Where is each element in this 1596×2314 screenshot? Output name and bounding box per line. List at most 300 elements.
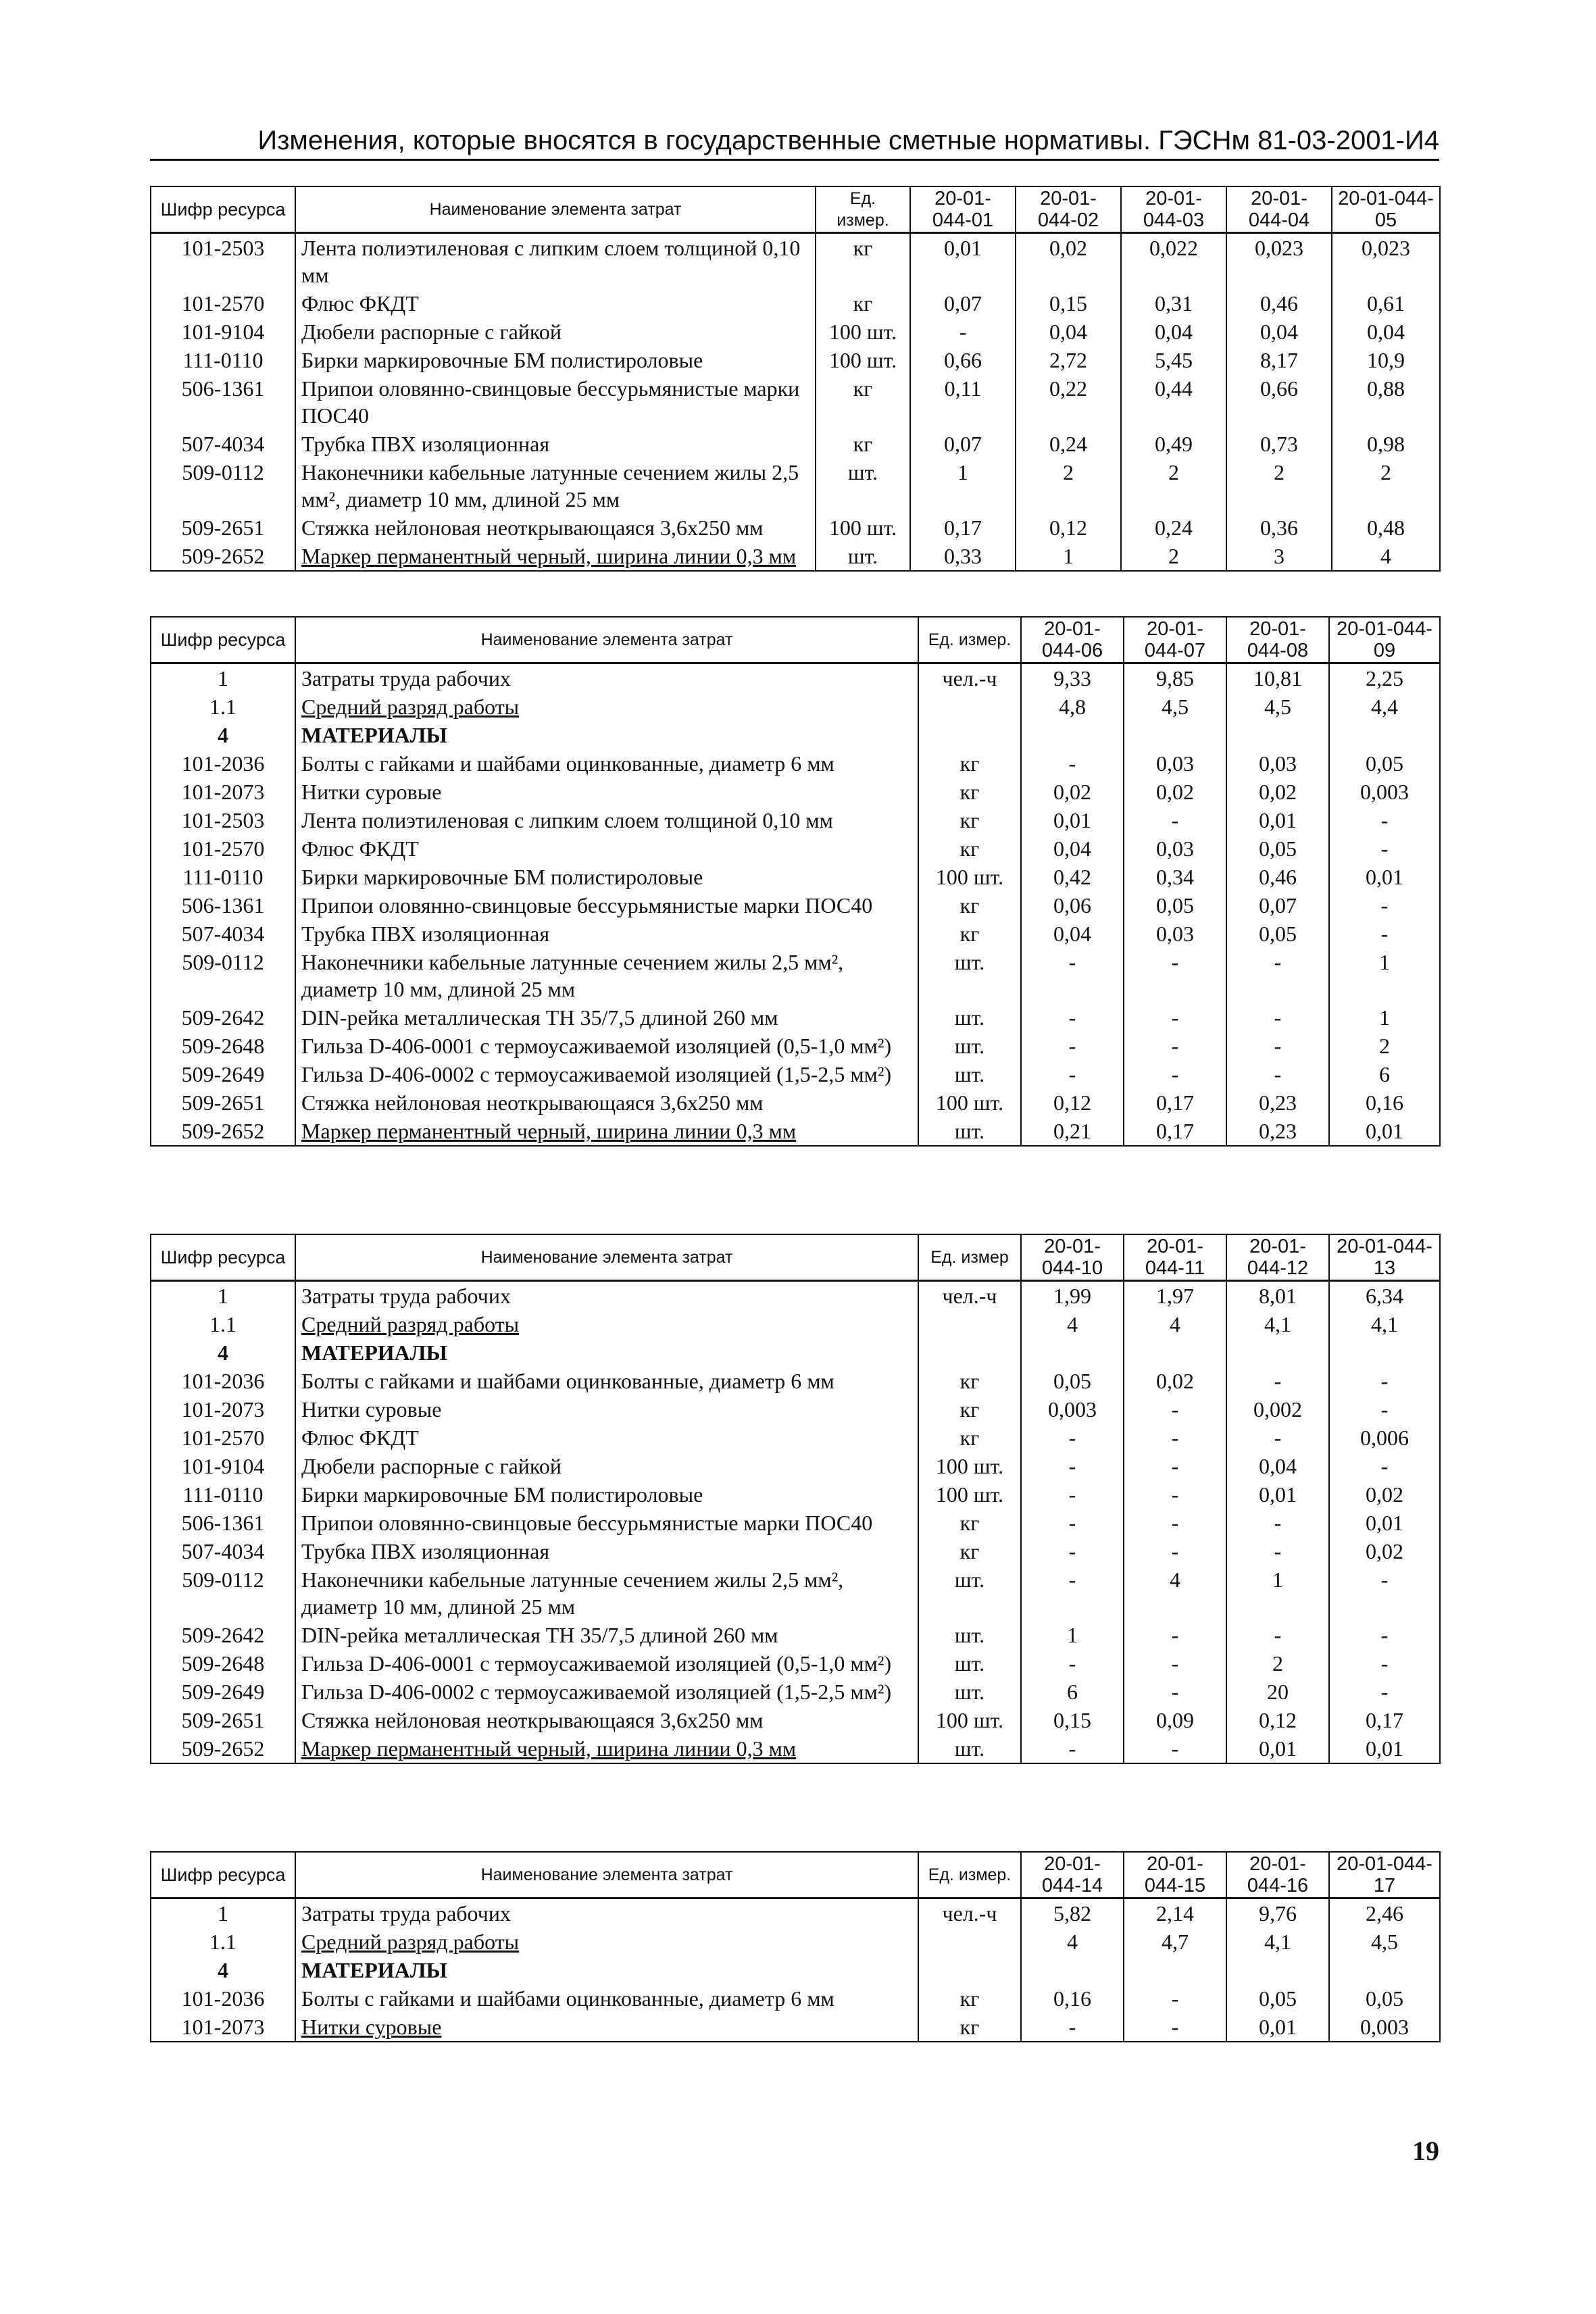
cell-name: Нитки суровые	[295, 778, 918, 806]
header-name: Наименование элемента затрат	[295, 617, 918, 663]
cell-name: Флюс ФКДТ	[295, 289, 816, 318]
cell-unit	[918, 1928, 1021, 1956]
cell-value: 10,9	[1332, 346, 1440, 374]
cell-name: Маркер перманентный черный, ширина линии 0,3 мм	[295, 1117, 918, 1146]
cell-name: Гильза D-406-0002 с термоусаживаемой изоляцией (1,5-2,5 мм²)	[295, 1060, 918, 1088]
cell-value: 20	[1226, 1678, 1329, 1706]
cell-value: 4,8	[1021, 693, 1124, 721]
cell-unit: шт.	[816, 458, 910, 513]
cell-value: 0,01	[1021, 806, 1124, 834]
header-norm-code: 20-01-044-14	[1021, 1852, 1124, 1898]
cell-value: -	[1124, 1509, 1226, 1537]
cell-value: -	[1226, 1032, 1329, 1060]
table-row	[151, 374, 1440, 430]
cell-name: Гильза D-406-0002 с термоусаживаемой изоляцией (1,5-2,5 мм²)	[295, 1678, 918, 1706]
cell-value: 4	[1332, 542, 1440, 571]
cell-name: Средний разряд работы	[295, 1310, 918, 1338]
cell-value: 4	[1124, 1565, 1226, 1621]
cell-value: -	[1329, 1621, 1440, 1649]
cell-name: Стяжка нейлоновая неоткрывающаяся 3,6х250 мм	[295, 513, 816, 542]
cell-unit: чел.-ч	[918, 1281, 1021, 1311]
table-row	[151, 1424, 1440, 1452]
cell-value	[1226, 1956, 1329, 1984]
cell-unit: кг	[816, 233, 910, 290]
cell-value: 0,46	[1226, 863, 1329, 891]
table-row	[151, 891, 1440, 920]
cell-value: 0,12	[1016, 513, 1121, 542]
cell-value: 0,17	[1124, 1117, 1226, 1146]
header-unit: Ед. измер.	[816, 186, 910, 233]
cell-value: -	[1124, 1003, 1226, 1032]
table-row	[151, 1928, 1440, 1956]
cell-code: 509-0112	[151, 948, 295, 1003]
cell-value: 0,01	[1329, 863, 1440, 891]
cell-value: 0,09	[1124, 1706, 1226, 1734]
cell-value: -	[1021, 1424, 1124, 1452]
header-norm-code: 20-01-044-06	[1021, 617, 1124, 663]
cell-value: 0,03	[1124, 920, 1226, 948]
table-row	[151, 1898, 1440, 1928]
cell-value: 0,17	[910, 513, 1016, 542]
cell-value	[1124, 1338, 1226, 1367]
cell-value: 0,15	[1021, 1706, 1124, 1734]
cell-value: 10,81	[1226, 663, 1329, 693]
cell-value: -	[1329, 806, 1440, 834]
table-row	[151, 1480, 1440, 1509]
cell-value: 0,34	[1124, 863, 1226, 891]
table-row	[151, 1338, 1440, 1367]
cell-value: -	[1021, 1032, 1124, 1060]
cell-name: Болты с гайками и шайбами оцинкованные, диаметр 6 мм	[295, 749, 918, 778]
cell-unit: кг	[918, 1537, 1021, 1565]
cell-value: 0,88	[1332, 374, 1440, 430]
table-row	[151, 721, 1440, 749]
header-name: Наименование элемента затрат	[295, 1234, 918, 1281]
cell-unit: чел.-ч	[918, 663, 1021, 693]
cell-unit: шт.	[918, 1649, 1021, 1678]
cell-unit: кг	[918, 2013, 1021, 2042]
cell-value: 1	[1329, 948, 1440, 1003]
cell-value: 5,82	[1021, 1898, 1124, 1928]
cell-unit: шт.	[816, 542, 910, 571]
resource-table-1	[150, 186, 1441, 572]
cell-unit: шт.	[918, 1621, 1021, 1649]
table-row	[151, 346, 1440, 374]
cell-value: -	[1021, 1452, 1124, 1480]
header-unit: Ед. измер.	[918, 1852, 1021, 1898]
cell-value: 0,03	[1124, 749, 1226, 778]
cell-value: 0,01	[1329, 1734, 1440, 1763]
cell-unit: кг	[918, 834, 1021, 863]
cell-value: -	[1329, 834, 1440, 863]
cell-name: Бирки маркировочные БМ полистироловые	[295, 1480, 918, 1509]
cell-value: 0,05	[1329, 749, 1440, 778]
header-norm-code: 20-01-044-04	[1226, 186, 1332, 233]
cell-value: -	[1329, 1565, 1440, 1621]
cell-code: 101-2036	[151, 1367, 295, 1395]
cell-unit: шт.	[918, 1117, 1021, 1146]
cell-value: -	[1021, 1060, 1124, 1088]
cell-code: 101-2503	[151, 806, 295, 834]
cell-value: -	[1329, 1678, 1440, 1706]
cell-value: -	[1124, 1060, 1226, 1088]
cell-unit: шт.	[918, 1734, 1021, 1763]
header-code: Шифр ресурса	[151, 617, 295, 663]
header-norm-code: 20-01-044-16	[1226, 1852, 1329, 1898]
cell-value: -	[1124, 1537, 1226, 1565]
table-row	[151, 1003, 1440, 1032]
cell-value: -	[910, 318, 1016, 346]
cell-code: 509-2652	[151, 1117, 295, 1146]
cell-value: 0,33	[910, 542, 1016, 571]
header-norm-code: 20-01-044-12	[1226, 1234, 1329, 1281]
cell-value: 1,97	[1124, 1281, 1226, 1311]
cell-unit	[918, 1956, 1021, 1984]
cell-value: 5,45	[1121, 346, 1226, 374]
header-norm-code: 20-01-044-09	[1329, 617, 1440, 663]
cell-value: 0,07	[1226, 891, 1329, 920]
cell-value: 0,002	[1226, 1395, 1329, 1424]
cell-code: 509-2651	[151, 1706, 295, 1734]
cell-unit	[918, 693, 1021, 721]
header-name: Наименование элемента затрат	[295, 1852, 918, 1898]
cell-value: -	[1226, 948, 1329, 1003]
cell-value	[1329, 1338, 1440, 1367]
table-row	[151, 948, 1440, 1003]
cell-unit: кг	[816, 374, 910, 430]
cell-value: 4,1	[1329, 1310, 1440, 1338]
cell-value	[1124, 1956, 1226, 1984]
cell-name: Наконечники кабельные латунные сечением жилы 2,5 мм², диаметр 10 мм, длиной 25 мм	[295, 948, 918, 1003]
cell-value: 0,05	[1226, 834, 1329, 863]
table-row	[151, 1281, 1440, 1311]
cell-value: 0,04	[1021, 834, 1124, 863]
cell-code: 1.1	[151, 693, 295, 721]
cell-code: 507-4034	[151, 920, 295, 948]
cell-value: 0,66	[1226, 374, 1332, 430]
cell-value: 0,21	[1021, 1117, 1124, 1146]
cell-value: -	[1226, 1060, 1329, 1088]
table-row	[151, 1706, 1440, 1734]
cell-value: 2,14	[1124, 1898, 1226, 1928]
table-row	[151, 834, 1440, 863]
cell-value: -	[1021, 1003, 1124, 1032]
cell-unit: кг	[918, 920, 1021, 948]
cell-code: 1	[151, 663, 295, 693]
cell-value: 0,01	[1226, 1480, 1329, 1509]
header-unit: Ед. измер	[918, 1234, 1021, 1281]
table-header-row	[151, 186, 1440, 233]
cell-name: Гильза D-406-0001 с термоусаживаемой изоляцией (0,5-1,0 мм²)	[295, 1032, 918, 1060]
cell-unit	[918, 721, 1021, 749]
cell-name: DIN-рейка металлическая ТН 35/7,5 длиной 260 мм	[295, 1621, 918, 1649]
resource-table-4	[150, 1851, 1441, 2042]
cell-unit: 100 шт.	[918, 1480, 1021, 1509]
cell-value: 9,33	[1021, 663, 1124, 693]
header-code: Шифр ресурса	[151, 1852, 295, 1898]
cell-value: 1	[1226, 1565, 1329, 1621]
cell-value: -	[1021, 1537, 1124, 1565]
cell-value: 0,05	[1226, 920, 1329, 948]
cell-value: 0,16	[1021, 1984, 1124, 2013]
cell-unit: кг	[918, 1395, 1021, 1424]
cell-value	[1329, 721, 1440, 749]
cell-value: 4,1	[1226, 1928, 1329, 1956]
table-row	[151, 749, 1440, 778]
cell-code: 509-2648	[151, 1032, 295, 1060]
table-row	[151, 1452, 1440, 1480]
cell-code: 111-0110	[151, 346, 295, 374]
cell-value: -	[1329, 920, 1440, 948]
table-row	[151, 1310, 1440, 1338]
cell-unit: кг	[918, 891, 1021, 920]
cell-value: 4,5	[1226, 693, 1329, 721]
cell-code: 4	[151, 721, 295, 749]
table-row	[151, 920, 1440, 948]
cell-unit: кг	[918, 806, 1021, 834]
table-row	[151, 863, 1440, 891]
cell-value	[1226, 1338, 1329, 1367]
table-header-row	[151, 1852, 1440, 1898]
cell-value: 2,46	[1329, 1898, 1440, 1928]
cell-name: Флюс ФКДТ	[295, 1424, 918, 1452]
cell-code: 509-2649	[151, 1060, 295, 1088]
cell-code: 507-4034	[151, 1537, 295, 1565]
cell-value: 0,02	[1016, 233, 1121, 290]
cell-value: 0,02	[1329, 1480, 1440, 1509]
cell-code: 4	[151, 1956, 295, 1984]
cell-value: 0,03	[1124, 834, 1226, 863]
table-row	[151, 233, 1440, 290]
cell-value: -	[1226, 1621, 1329, 1649]
cell-unit: 100 шт.	[918, 1706, 1021, 1734]
cell-name: Затраты труда рабочих	[295, 663, 918, 693]
cell-value	[1021, 1956, 1124, 1984]
cell-unit: 100 шт.	[918, 863, 1021, 891]
cell-value: 1,99	[1021, 1281, 1124, 1311]
cell-name: Трубка ПВХ изоляционная	[295, 1537, 918, 1565]
cell-value: -	[1329, 1649, 1440, 1678]
cell-name: Наконечники кабельные латунные сечением жилы 2,5 мм², диаметр 10 мм, длиной 25 мм	[295, 1565, 918, 1621]
cell-value: 0,61	[1332, 289, 1440, 318]
cell-code: 509-2651	[151, 513, 295, 542]
cell-code: 1.1	[151, 1928, 295, 1956]
cell-value: -	[1124, 1649, 1226, 1678]
cell-code: 101-2570	[151, 289, 295, 318]
cell-unit: шт.	[918, 1060, 1021, 1088]
cell-unit: кг	[918, 1367, 1021, 1395]
cell-value: 1	[1021, 1621, 1124, 1649]
cell-code: 509-0112	[151, 1565, 295, 1621]
cell-value: 0,11	[910, 374, 1016, 430]
cell-value: 2	[1332, 458, 1440, 513]
header-norm-code: 20-01-044-11	[1124, 1234, 1226, 1281]
cell-code: 509-2651	[151, 1088, 295, 1117]
cell-value: -	[1124, 1395, 1226, 1424]
cell-value: -	[1124, 1984, 1226, 2013]
cell-code: 111-0110	[151, 863, 295, 891]
cell-name: Лента полиэтиленовая с липким слоем толщиной 0,10 мм	[295, 233, 816, 290]
cell-unit: шт.	[918, 1003, 1021, 1032]
cell-value: 6	[1021, 1678, 1124, 1706]
header-norm-code: 20-01-044-02	[1016, 186, 1121, 233]
cell-value: -	[1124, 1424, 1226, 1452]
table-row	[151, 1088, 1440, 1117]
table-row	[151, 1032, 1440, 1060]
cell-name: Бирки маркировочные БМ полистироловые	[295, 346, 816, 374]
cell-value: 0,24	[1016, 430, 1121, 458]
cell-value: 6	[1329, 1060, 1440, 1088]
cell-name: Нитки суровые	[295, 1395, 918, 1424]
cell-value: -	[1124, 1452, 1226, 1480]
cell-value: -	[1226, 1424, 1329, 1452]
cell-name: МАТЕРИАЛЫ	[295, 1338, 918, 1367]
cell-unit: шт.	[918, 1565, 1021, 1621]
cell-value: -	[1021, 749, 1124, 778]
cell-value: 0,23	[1226, 1088, 1329, 1117]
cell-value: -	[1124, 1032, 1226, 1060]
header-norm-code: 20-01-044-13	[1329, 1234, 1440, 1281]
cell-value: 0,022	[1121, 233, 1226, 290]
table-row	[151, 806, 1440, 834]
table-row	[151, 663, 1440, 693]
cell-value: 2	[1329, 1032, 1440, 1060]
cell-value: 2,72	[1016, 346, 1121, 374]
cell-value: -	[1124, 1480, 1226, 1509]
cell-code: 101-2073	[151, 778, 295, 806]
table-row	[151, 1395, 1440, 1424]
cell-value: 2	[1226, 458, 1332, 513]
cell-name: Средний разряд работы	[295, 693, 918, 721]
cell-value: 0,01	[1226, 1734, 1329, 1763]
header-norm-code: 20-01-044-08	[1226, 617, 1329, 663]
table-row	[151, 1537, 1440, 1565]
cell-unit: 100 шт.	[918, 1088, 1021, 1117]
cell-name: DIN-рейка металлическая ТН 35/7,5 длиной 260 мм	[295, 1003, 918, 1032]
table-header-row	[151, 1234, 1440, 1281]
cell-value: 0,02	[1021, 778, 1124, 806]
cell-value: 9,85	[1124, 663, 1226, 693]
table-row	[151, 693, 1440, 721]
cell-value: -	[1124, 806, 1226, 834]
cell-value: 4	[1021, 1928, 1124, 1956]
cell-code: 1	[151, 1281, 295, 1311]
cell-code: 1.1	[151, 1310, 295, 1338]
cell-unit: 100 шт.	[816, 513, 910, 542]
cell-code: 101-2570	[151, 1424, 295, 1452]
cell-value: 0,36	[1226, 513, 1332, 542]
cell-value: 0,73	[1226, 430, 1332, 458]
cell-value	[1021, 721, 1124, 749]
cell-code: 101-9104	[151, 318, 295, 346]
page-header: Изменения, которые вносятся в государственные сметные нормативы. ГЭСНм 81-03-2001-И4	[150, 126, 1439, 161]
cell-value: 2	[1121, 458, 1226, 513]
cell-value: 0,49	[1121, 430, 1226, 458]
cell-name: Болты с гайками и шайбами оцинкованные, диаметр 6 мм	[295, 1367, 918, 1395]
cell-value: 0,44	[1121, 374, 1226, 430]
cell-value: -	[1021, 1509, 1124, 1537]
cell-unit	[918, 1310, 1021, 1338]
cell-name: Трубка ПВХ изоляционная	[295, 920, 918, 948]
header-unit: Ед. измер.	[918, 617, 1021, 663]
cell-value: 0,04	[1016, 318, 1121, 346]
cell-code: 101-2073	[151, 2013, 295, 2042]
cell-unit	[918, 1338, 1021, 1367]
header-name: Наименование элемента затрат	[295, 186, 816, 233]
header-norm-code: 20-01-044-03	[1121, 186, 1226, 233]
cell-value: 0,05	[1226, 1984, 1329, 2013]
cell-name: Трубка ПВХ изоляционная	[295, 430, 816, 458]
cell-name: Наконечники кабельные латунные сечением жилы 2,5 мм², диаметр 10 мм, длиной 25 мм	[295, 458, 816, 513]
cell-value: 3	[1226, 542, 1332, 571]
cell-code: 101-2036	[151, 749, 295, 778]
cell-value: 0,12	[1226, 1706, 1329, 1734]
cell-unit: кг	[918, 778, 1021, 806]
cell-value: 0,02	[1124, 1367, 1226, 1395]
cell-name: МАТЕРИАЛЫ	[295, 1956, 918, 1984]
cell-name: Припои оловянно-свинцовые бессурьмянистые марки ПОС40	[295, 891, 918, 920]
cell-unit: кг	[918, 1984, 1021, 2013]
cell-code: 509-2652	[151, 542, 295, 571]
cell-value: -	[1021, 1565, 1124, 1621]
cell-value: 0,12	[1021, 1088, 1124, 1117]
cell-name: Дюбели распорные с гайкой	[295, 1452, 918, 1480]
table-row	[151, 289, 1440, 318]
cell-name: МАТЕРИАЛЫ	[295, 721, 918, 749]
cell-value: 0,02	[1124, 778, 1226, 806]
cell-value: 0,006	[1329, 1424, 1440, 1452]
cell-value: 0,023	[1332, 233, 1440, 290]
cell-value: -	[1329, 1395, 1440, 1424]
resource-table-3	[150, 1234, 1441, 1764]
cell-code: 101-2036	[151, 1984, 295, 2013]
cell-value: 4,7	[1124, 1928, 1226, 1956]
cell-value: 0,07	[910, 289, 1016, 318]
cell-value: 0,98	[1332, 430, 1440, 458]
cell-value: -	[1124, 1621, 1226, 1649]
cell-value: -	[1021, 1480, 1124, 1509]
cell-code: 509-2642	[151, 1621, 295, 1649]
table-row	[151, 430, 1440, 458]
cell-value: -	[1226, 1003, 1329, 1032]
cell-value	[1021, 1338, 1124, 1367]
cell-unit: шт.	[918, 1032, 1021, 1060]
cell-value: 2,25	[1329, 663, 1440, 693]
cell-value: 0,04	[1021, 920, 1124, 948]
cell-code: 111-0110	[151, 1480, 295, 1509]
cell-value: 0,04	[1332, 318, 1440, 346]
cell-value: 0,003	[1021, 1395, 1124, 1424]
cell-value: 0,003	[1329, 778, 1440, 806]
cell-value: 0,05	[1021, 1367, 1124, 1395]
cell-value: 0,01	[1226, 2013, 1329, 2042]
resource-table-2	[150, 616, 1441, 1147]
cell-value: 0,22	[1016, 374, 1121, 430]
cell-value: 8,01	[1226, 1281, 1329, 1311]
cell-value: 1	[1016, 542, 1121, 571]
cell-value: -	[1021, 1734, 1124, 1763]
cell-value: 2	[1226, 1649, 1329, 1678]
cell-value: 0,15	[1016, 289, 1121, 318]
cell-value: 4,1	[1226, 1310, 1329, 1338]
cell-value: -	[1329, 1452, 1440, 1480]
table-row	[151, 1509, 1440, 1537]
table-row	[151, 778, 1440, 806]
cell-value: 0,07	[910, 430, 1016, 458]
cell-value: 4,5	[1329, 1928, 1440, 1956]
table-row	[151, 1678, 1440, 1706]
cell-value: 0,02	[1329, 1537, 1440, 1565]
